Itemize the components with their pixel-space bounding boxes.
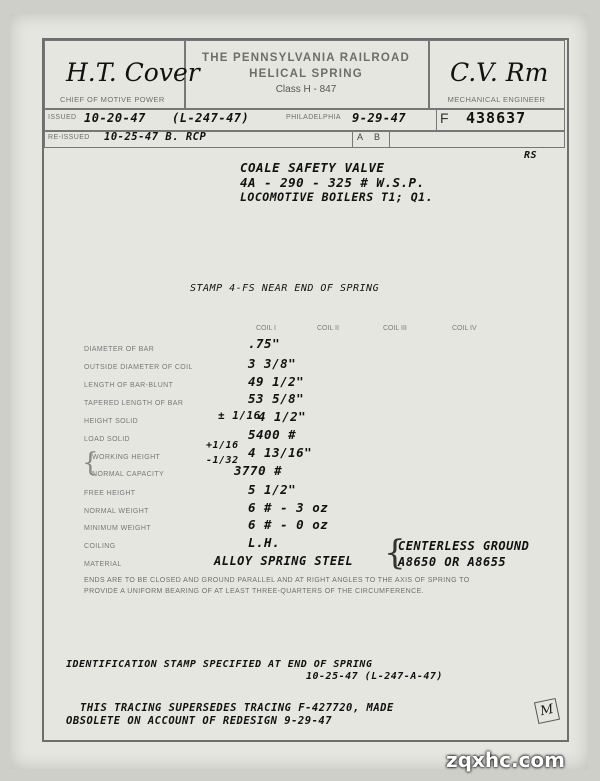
coil-header-3: COIL III [383, 325, 407, 332]
coil-header-4: COIL IV [452, 325, 477, 332]
document-type: HELICAL SPRING [249, 68, 363, 80]
spec-value: 53 5/8" [248, 391, 305, 406]
spec-value: 6 # - 0 oz [248, 517, 329, 532]
spec-value: 5 1/2" [248, 482, 297, 497]
spec-label: NORMAL WEIGHT [84, 508, 149, 515]
spec-value: L.H. [248, 535, 281, 550]
drawing-number: 438637 [466, 109, 527, 127]
revision-a: A [357, 132, 364, 142]
application-line-3: LOCOMOTIVE BOILERS T1; Q1. [240, 190, 434, 204]
revision-b: B [374, 132, 381, 142]
spec-label: LOAD SOLID [84, 436, 131, 443]
application-line-2: 4A - 290 - 325 # W.S.P. [240, 175, 425, 190]
signature-chief: H.T. Cover [66, 58, 200, 87]
supersedes-line-1: THIS TRACING SUPERSEDES TRACING F-427720, MADE [80, 702, 394, 714]
corner-mark: M [534, 698, 560, 724]
material-note-line-1: CENTERLESS GROUND [398, 539, 530, 553]
working-height-tolerance-minus: -1/32 [206, 455, 239, 466]
material-note-line-2: A8650 OR A8655 [398, 555, 507, 569]
issued-date: 10-20-47 [84, 111, 146, 125]
spec-value: 4 1/2" [258, 409, 307, 424]
spec-label: MATERIAL [84, 561, 122, 568]
spec-value: 3770 # [234, 463, 283, 478]
spec-label: TAPERED LENGTH OF BAR [84, 400, 184, 407]
spec-label: DIAMETER OF BAR [84, 346, 155, 353]
drawing-date: 9-29-47 [352, 111, 407, 125]
stamp-note: STAMP 4-FS NEAR END OF SPRING [190, 283, 380, 294]
issued-reference: (L-247-47) [172, 111, 250, 125]
sheet-size-letter: F [440, 110, 449, 126]
reissued-date: 10-25-47 B. RCP [104, 131, 207, 143]
identification-line-2: 10-25-47 (L-247-A-47) [306, 671, 443, 682]
supersedes-line-2: OBSOLETE ON ACCOUNT OF REDESIGN 9-29-47 [66, 715, 333, 727]
checker-initials: RS [524, 150, 538, 161]
spec-label: MINIMUM WEIGHT [84, 525, 152, 532]
title-chief-motive-power: CHIEF OF MOTIVE POWER [60, 95, 165, 104]
coil-header-2: COIL II [317, 325, 339, 332]
watermark-text: zqxhc.com [446, 748, 565, 772]
spec-value: 49 1/2" [248, 374, 305, 389]
spec-value: .75" [248, 336, 281, 351]
application-line-1: COALE SAFETY VALVE [240, 160, 385, 175]
spec-value: 6 # - 3 oz [248, 500, 329, 515]
ends-note: ENDS ARE TO BE CLOSED AND GROUND PARALLEL AND AT RIGHT ANGLES TO THE AXIS OF SPRING TO PROVIDE A UNIFORM BEARING OF AT LEAST THREE-QUARTERS OF THE CIRCUMFERENCE. [84, 577, 470, 595]
spec-label: LENGTH OF BAR-BLUNT [84, 382, 174, 389]
spec-label: WORKING HEIGHT [92, 454, 161, 461]
railroad-name: THE PENNSYLVANIA RAILROAD [201, 52, 411, 64]
issued-label: ISSUED [48, 114, 77, 121]
working-height-tolerance-plus: +1/16 [206, 440, 239, 451]
identification-line-1: IDENTIFICATION STAMP SPECIFIED AT END OF SPRING [66, 659, 373, 670]
signature-engineer: C.V. Rm [450, 58, 549, 87]
height-solid-tolerance: ± 1/16 [218, 409, 261, 422]
spec-label: FREE HEIGHT [84, 490, 136, 497]
spec-value: 4 13/16" [248, 445, 313, 460]
spec-value: ALLOY SPRING STEEL [214, 554, 354, 568]
spec-value: 5400 # [248, 427, 297, 442]
title-mechanical-engineer: MECHANICAL ENGINEER [447, 95, 546, 104]
spec-label: HEIGHT SOLID [84, 418, 139, 425]
city-label: PHILADELPHIA [286, 114, 341, 121]
working-height-brace: { [82, 448, 99, 478]
spring-class: Class H - 847 [275, 84, 337, 95]
issue-row-divider [436, 108, 438, 130]
spec-label: NORMAL CAPACITY [92, 471, 165, 478]
material-brace: { [384, 533, 406, 573]
coil-header-1: COIL I [256, 325, 276, 332]
reissued-label: RE-ISSUED [48, 134, 90, 141]
spec-value: 3 3/8" [248, 356, 297, 371]
spec-label: COILING [84, 543, 116, 550]
spec-label: OUTSIDE DIAMETER OF COIL [84, 364, 193, 371]
